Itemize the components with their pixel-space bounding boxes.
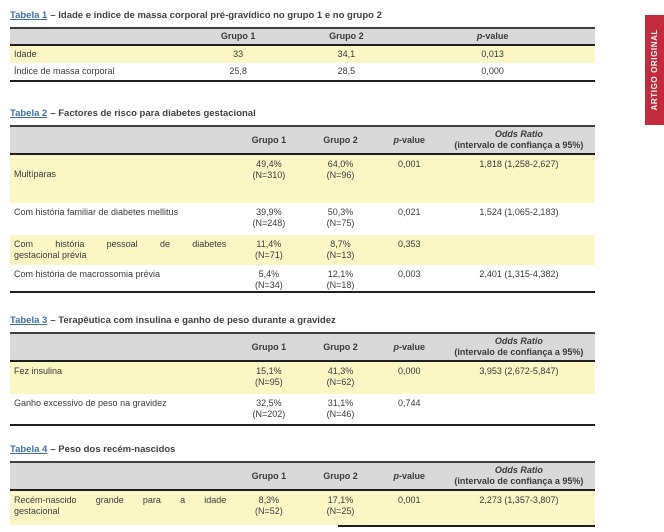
- page-content: [10, 0, 595, 527]
- table-row-historia-familiar: [10, 203, 595, 235]
- table-row-historia-pessoal: [10, 235, 595, 265]
- tabela-4-caption-label: Tabela 4: [10, 444, 48, 455]
- p-value-cell: 0,001: [397, 159, 421, 169]
- tabela-3-caption-label: Tabela 3: [10, 315, 48, 326]
- p-value-cell: 0,744: [397, 398, 421, 408]
- column-header-p-value: [376, 471, 443, 482]
- column-header-p-value: [376, 135, 443, 146]
- grupo1-cell: 11,4% (N=71): [254, 239, 283, 260]
- tabela-4-table: [10, 461, 595, 527]
- grupo1-cell: 33: [233, 49, 244, 59]
- table-row-ganho-peso: [10, 394, 595, 424]
- column-header-grupo1: Grupo 1: [251, 134, 287, 145]
- row-label-cell: Recém-nascido grande para a idade gestacional: [14, 495, 227, 516]
- row-label-cell: Com história pessoal de diabetes gestacional prévia: [14, 239, 227, 260]
- p-value-cell: 0,003: [397, 269, 421, 279]
- odds-ratio-header-line1: Odds Ratio: [494, 465, 543, 475]
- grupo2-cell: 31,1% (N=46): [326, 398, 355, 419]
- p-value-cell: 0,021: [397, 207, 421, 217]
- tabela-4-caption-text: – Peso dos recém-nascidos: [50, 444, 176, 455]
- column-header-odds-ratio: [443, 129, 595, 151]
- grupo2-cell: 28,5: [337, 66, 356, 76]
- odds-ratio-header-line2: (intervalo de confiança a 95%): [454, 140, 584, 150]
- p-value-header-rest: -value: [482, 31, 509, 41]
- tabela-1-header-row: [10, 29, 595, 46]
- odds-ratio-header-line1: Odds Ratio: [494, 129, 543, 139]
- grupo1-cell: 15,1% (N=95): [254, 366, 283, 387]
- tabela-1-table: [10, 27, 595, 82]
- column-header-odds-ratio: [443, 336, 595, 358]
- row-label-cell: Índice de massa corporal: [14, 66, 115, 76]
- grupo1-cell: 8,3% (N=52): [254, 495, 283, 516]
- tabela-4-block: [10, 444, 595, 527]
- grupo1-cell: 25,8: [229, 66, 247, 76]
- row-label-cell: Idade: [14, 49, 37, 59]
- column-header-grupo1: Grupo 1: [251, 341, 287, 352]
- tabela-3-caption-text: – Terapêutica com insulina e ganho de peso durante a gravidez: [50, 315, 336, 326]
- grupo1-cell: 32,5% (N=202): [252, 398, 286, 419]
- odds-ratio-cell: [443, 394, 595, 424]
- tabela-2-header-row: [10, 127, 595, 155]
- p-value-header-rest: -value: [398, 470, 425, 481]
- column-header-grupo2: Grupo 2: [323, 341, 358, 352]
- grupo2-cell: 12,1% (N=18): [326, 269, 355, 290]
- table-row-idade: [10, 46, 595, 63]
- odds-ratio-header-line2: (intervalo de confiança a 95%): [454, 476, 584, 486]
- grupo1-cell: 5,4% (N=34): [254, 269, 283, 290]
- p-value-cell: 0,001: [397, 495, 421, 505]
- odds-ratio-cell: 2,401 (1,315-4,382): [479, 269, 559, 279]
- table-row-multiparas: [10, 155, 595, 203]
- p-value-cell: 0,000: [397, 366, 421, 376]
- tabela-1-caption-label: Tabela 1: [10, 10, 48, 21]
- table-row-imc: [10, 63, 595, 80]
- tabela-2-block: [10, 108, 595, 293]
- tabela-4-header-row: [10, 463, 595, 491]
- tabela-2-caption-label: Tabela 2: [10, 108, 48, 119]
- column-header-grupo2: Grupo 2: [329, 31, 364, 41]
- tabela-4-caption: [10, 444, 595, 455]
- column-header-odds-ratio: [443, 465, 595, 487]
- row-label-cell: Fez insulina: [14, 366, 63, 376]
- tabela-1-caption-text: – Idade e índice de massa corporal pré-gravídico no grupo 1 e no grupo 2: [50, 10, 382, 21]
- column-header-grupo1: Grupo 1: [220, 31, 256, 41]
- grupo1-cell: 39,9% (N=248): [252, 207, 286, 228]
- partial-bottom-border: [338, 525, 595, 527]
- grupo2-cell: 50,3% (N=75): [326, 207, 355, 228]
- odds-ratio-cell: [443, 235, 595, 265]
- odds-ratio-cell: 1,524 (1,065-2,183): [479, 207, 559, 217]
- grupo2-cell: 8,7% (N=13): [326, 239, 355, 260]
- tabela-3-block: [10, 315, 595, 426]
- row-label-cell: Com história familiar de diabetes mellitus: [14, 207, 179, 217]
- p-value-cell: 0,353: [397, 239, 421, 249]
- p-value-header-p: p: [393, 134, 399, 145]
- odds-ratio-cell: 3,953 (2,672-5,847): [479, 366, 559, 376]
- column-header-p-value: [390, 31, 595, 42]
- odds-ratio-header-line1: Odds Ratio: [494, 336, 543, 346]
- p-value-cell: 0,013: [481, 49, 504, 59]
- tabela-1-caption: [10, 10, 595, 21]
- column-header-grupo2: Grupo 2: [323, 134, 358, 145]
- odds-ratio-cell: 1,818 (1,258-2,627): [479, 159, 559, 169]
- p-value-header-p: p: [393, 341, 399, 352]
- grupo2-cell: 17,1% (N=25): [326, 495, 355, 516]
- tabela-3-table: [10, 332, 595, 426]
- grupo1-cell: 49,4% (N=310): [252, 159, 286, 180]
- tabela-3-header-row: [10, 334, 595, 362]
- grupo2-cell: 34,1: [337, 49, 356, 59]
- p-value-header-p: p: [393, 470, 399, 481]
- column-header-grupo1: Grupo 1: [251, 470, 287, 481]
- artigo-original-banner-label: ARTIGO ORIGINAL: [650, 29, 659, 111]
- tabela-2-caption: [10, 108, 595, 119]
- row-label-cell: Com história de macrossomia prévia: [14, 269, 161, 279]
- row-label-cell: Multíparas: [14, 169, 57, 179]
- table-row-macrossomia: [10, 265, 595, 291]
- p-value-header-p: p: [476, 31, 483, 41]
- artigo-original-banner: [645, 15, 664, 125]
- table-row-fez-insulina: [10, 362, 595, 394]
- tabela-2-table: [10, 125, 595, 293]
- p-value-cell: 0,000: [481, 66, 504, 76]
- column-header-p-value: [376, 342, 443, 353]
- column-header-grupo2: Grupo 2: [323, 470, 358, 481]
- odds-ratio-cell: 2,273 (1,357-3,807): [479, 495, 559, 505]
- tabela-3-caption: [10, 315, 595, 326]
- odds-ratio-header-line2: (intervalo de confiança a 95%): [454, 347, 584, 357]
- table-row-recem-nascido: [10, 491, 595, 525]
- p-value-header-rest: -value: [398, 134, 425, 145]
- tabela-2-caption-text: – Factores de risco para diabetes gestacional: [50, 108, 256, 119]
- row-label-cell: Ganho excessivo de peso na gravidez: [14, 398, 167, 408]
- grupo2-cell: 64,0% (N=96): [326, 159, 355, 180]
- tabela-1-block: [10, 10, 595, 82]
- grupo2-cell: 41,3% (N=62): [326, 366, 355, 387]
- p-value-header-rest: -value: [398, 341, 425, 352]
